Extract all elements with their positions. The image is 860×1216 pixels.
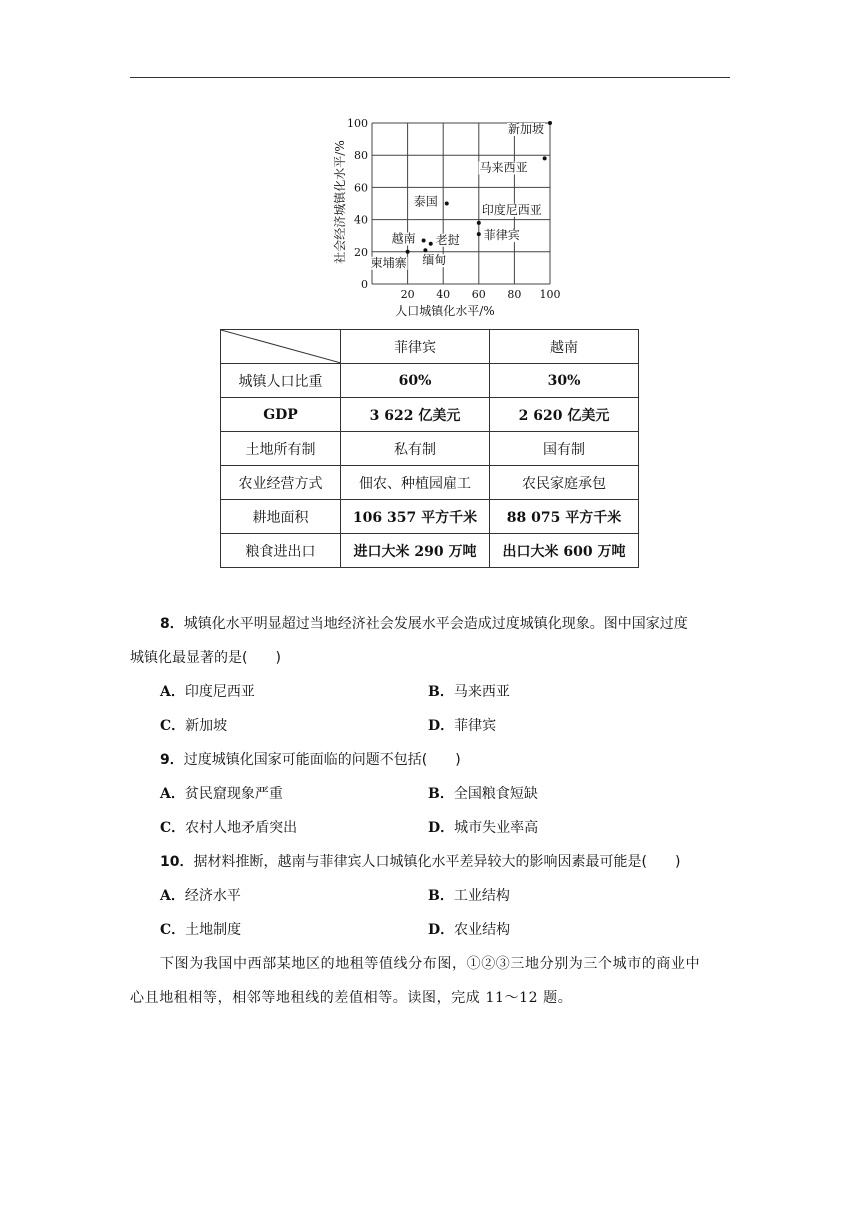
x-tick-labels — [401, 288, 561, 301]
q8-option-c[interactable]: C．新加坡 — [160, 718, 228, 734]
row-label: 耕地面积 — [221, 500, 341, 534]
table-row — [221, 398, 639, 432]
cell-vietnam: 2 620 亿美元 — [490, 398, 639, 432]
cell-philippines: 3 622 亿美元 — [341, 398, 490, 432]
data-point — [422, 239, 426, 243]
data-point — [429, 242, 433, 246]
diagonal-header-cell — [221, 330, 341, 364]
comparison-table — [220, 329, 639, 568]
q10-option-b[interactable]: B．工业结构 — [428, 888, 510, 904]
point-label: 缅甸 — [422, 253, 447, 268]
y-tick-label: 60 — [354, 181, 368, 195]
data-point — [423, 248, 427, 252]
x-tick-label: 60 — [471, 288, 486, 301]
x-tick-label: 80 — [507, 288, 522, 301]
top-rule — [130, 77, 730, 78]
cell-vietnam: 出口大米 600 万吨 — [490, 534, 639, 568]
question-8-cont: 城镇化最显著的是( ) — [130, 650, 281, 666]
cell-philippines: 私有制 — [341, 432, 490, 466]
question-text: 城镇化水平明显超过当地经济社会发展水平会造成过度城镇化现象。图中国家过度 — [183, 616, 688, 632]
row-label: 粮食进出口 — [221, 534, 341, 568]
question-10 — [160, 851, 680, 871]
scatter-chart — [330, 115, 590, 325]
data-point — [445, 202, 449, 206]
q9-option-b[interactable]: B．全国粮食短缺 — [428, 786, 538, 802]
diagonal-line — [221, 330, 341, 363]
y-tick-labels — [347, 117, 368, 291]
data-point — [477, 232, 481, 236]
table-row — [221, 534, 639, 568]
question-number: 10． — [160, 854, 194, 870]
point-label: 泰国 — [413, 194, 438, 209]
cell-vietnam: 88 075 平方千米 — [490, 500, 639, 534]
table-row — [221, 500, 639, 534]
data-points — [370, 121, 552, 270]
point-label: 越南 — [391, 231, 416, 246]
question-text: 据材料推断，越南与菲律宾人口城镇化水平差异较大的影响因素最可能是( ) — [193, 854, 681, 870]
row-label: 农业经营方式 — [221, 466, 341, 500]
x-tick-label: 20 — [400, 288, 415, 301]
row-label: GDP — [221, 398, 341, 432]
cell-philippines: 进口大米 290 万吨 — [341, 534, 490, 568]
cell-vietnam: 30% — [490, 364, 639, 398]
header-philippines: 菲律宾 — [341, 330, 490, 364]
q8-option-d[interactable]: D．菲律宾 — [428, 718, 497, 734]
header-vietnam: 越南 — [490, 330, 639, 364]
cell-philippines: 佃农、种植园雇工 — [341, 466, 490, 500]
q10-option-a[interactable]: A．经济水平 — [160, 888, 241, 904]
y-tick-label: 0 — [361, 278, 368, 291]
q8-option-b[interactable]: B．马来西亚 — [428, 684, 510, 700]
point-label: 印度尼西亚 — [481, 202, 542, 217]
data-point — [406, 250, 410, 254]
row-label: 土地所有制 — [221, 432, 341, 466]
y-axis-label: 社会经济城镇化水平/% — [333, 140, 347, 264]
question-8 — [160, 613, 688, 633]
question-number: 8． — [160, 616, 184, 632]
data-point — [543, 156, 547, 160]
q9-option-d[interactable]: D．城市失业率高 — [428, 820, 539, 836]
point-label: 菲律宾 — [483, 228, 520, 243]
x-tick-label: 100 — [539, 288, 561, 301]
x-tick-label: 40 — [436, 288, 451, 301]
x-axis-label: 人口城镇化水平/% — [395, 304, 495, 318]
y-tick-label: 40 — [354, 213, 368, 227]
question-number: 9． — [160, 752, 184, 768]
q9-option-c[interactable]: C．农村人地矛盾突出 — [160, 820, 298, 836]
table-row — [221, 466, 639, 500]
q10-option-c[interactable]: C．土地制度 — [160, 922, 242, 938]
question-text: 过度城镇化国家可能面临的问题不包括( ) — [183, 752, 461, 768]
y-tick-label: 100 — [347, 117, 368, 130]
table-row — [221, 432, 639, 466]
point-label: 马来西亚 — [479, 160, 528, 175]
cell-philippines: 60% — [341, 364, 490, 398]
cell-vietnam: 农民家庭承包 — [490, 466, 639, 500]
data-point — [477, 221, 481, 225]
y-tick-label: 80 — [354, 149, 368, 163]
data-point — [548, 121, 552, 125]
cell-philippines: 106 357 平方千米 — [341, 500, 490, 534]
table-row — [221, 364, 639, 398]
intro-line-2: 心且地租相等，相邻等地租线的差值相等。读图，完成 11～12 题。 — [130, 990, 573, 1006]
intro-line-1: 下图为我国中西部某地区的地租等值线分布图，①②③三地分别为三个城市的商业中 — [160, 956, 701, 972]
cell-vietnam: 国有制 — [490, 432, 639, 466]
q9-option-a[interactable]: A．贫民窟现象严重 — [160, 786, 283, 802]
row-label: 城镇人口比重 — [221, 364, 341, 398]
table-header-row — [221, 330, 639, 364]
point-label: 柬埔寨 — [370, 255, 407, 270]
q10-option-d[interactable]: D．农业结构 — [428, 922, 511, 938]
table-body — [221, 364, 639, 568]
point-label: 老挝 — [435, 232, 460, 247]
q8-option-a[interactable]: A．印度尼西亚 — [160, 684, 255, 700]
question-9 — [160, 749, 461, 769]
point-label: 新加坡 — [508, 122, 545, 136]
y-tick-label: 20 — [354, 245, 368, 259]
